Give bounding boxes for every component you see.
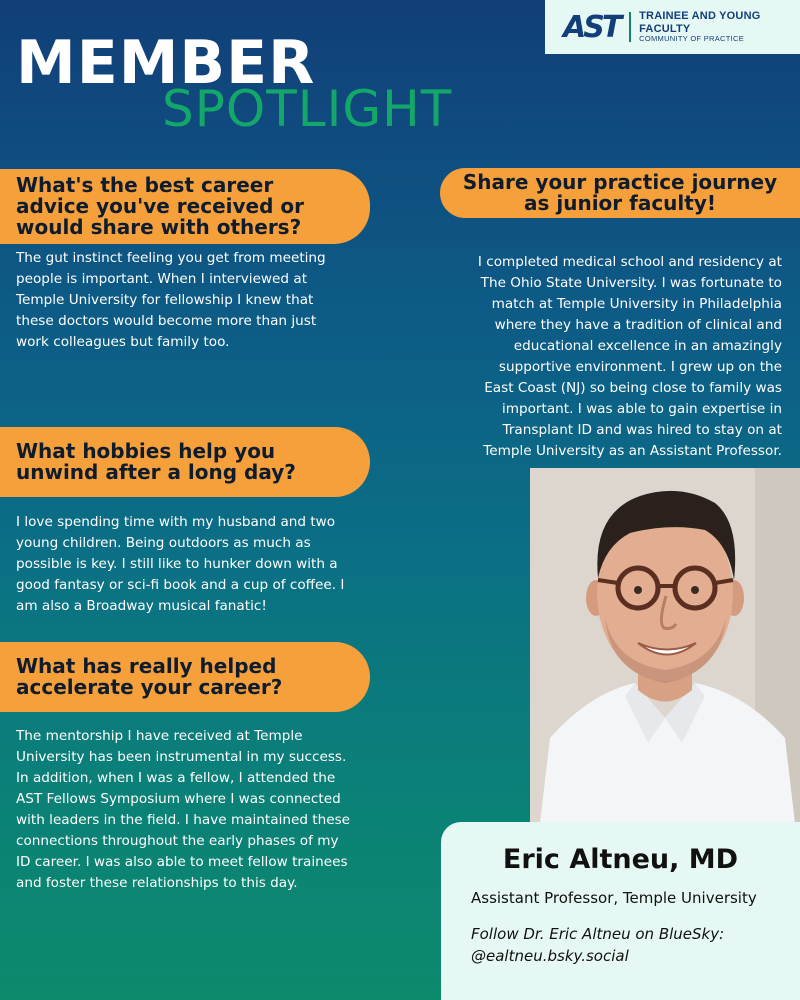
logo-line2: COMMUNITY OF PRACTICE: [639, 34, 745, 44]
career-advice-answer: The gut instinct feeling you get from meeting people is important. When I interviewed at Temple University for fellowship I knew that these doctors would become more than just work colleagues but family too.: [16, 250, 326, 350]
hobbies-question: What hobbies help you unwind after a long day?: [0, 427, 370, 497]
hobbies-answer: I love spending time with my husband and two young children. Being outdoors as much as possible is key. I still like to hunker down with a good fantasy or sci-fi book and a cup of coffee. I am also a Broadway musical fanatic!: [16, 514, 345, 614]
ast-logo: [545, 0, 800, 54]
follow-line: Follow Dr. Eric Altneu on BlueSky:: [471, 925, 725, 943]
profile-role: Assistant Professor, Temple University: [471, 889, 757, 907]
career-advice-question: What's the best career advice you've received or would share with others?: [0, 169, 370, 244]
title-member: MEMBER: [16, 28, 316, 98]
logo-text: [639, 10, 800, 44]
follow-info: [471, 923, 800, 967]
bluesky-handle[interactable]: @ealtneu.bsky.social: [471, 947, 629, 965]
journey-question: Share your practice journey as junior faculty!: [440, 168, 800, 218]
logo-divider: [629, 12, 631, 42]
logo-line1: TRAINEE AND YOUNG FACULTY: [639, 10, 761, 35]
accelerate-answer: The mentorship I have received at Temple University has been instrumental in my success. In addition, when I was a fellow, I attended the AST Fellows Symposium where I was connected with leaders in the field. I have maintained these connections throughout the early phases of my ID career. I was also able to meet fellow trainees and foster these relationships to this day.: [16, 728, 351, 891]
profile-name: Eric Altneu, MD: [502, 844, 739, 875]
accelerate-question: What has really helped accelerate your career?: [0, 642, 370, 712]
journey-answer: I completed medical school and residency at The Ohio State University. I was fortunate to match at Temple University in Philadelphia where they have a tradition of clinical and educational excellence in an amazingly supportive environment. I grew up on the East Coast (NJ) so being close to family was important. I was able to gain expertise in Transplant ID and was hired to stay on at Temple University as an Assistant Professor.: [477, 254, 782, 459]
profile-card: [441, 822, 800, 1000]
title-spotlight: SPOTLIGHT: [162, 80, 453, 138]
ast-logo-mark: AST: [563, 9, 620, 45]
profile-photo: [530, 468, 800, 823]
portrait-illustration: [530, 468, 800, 823]
